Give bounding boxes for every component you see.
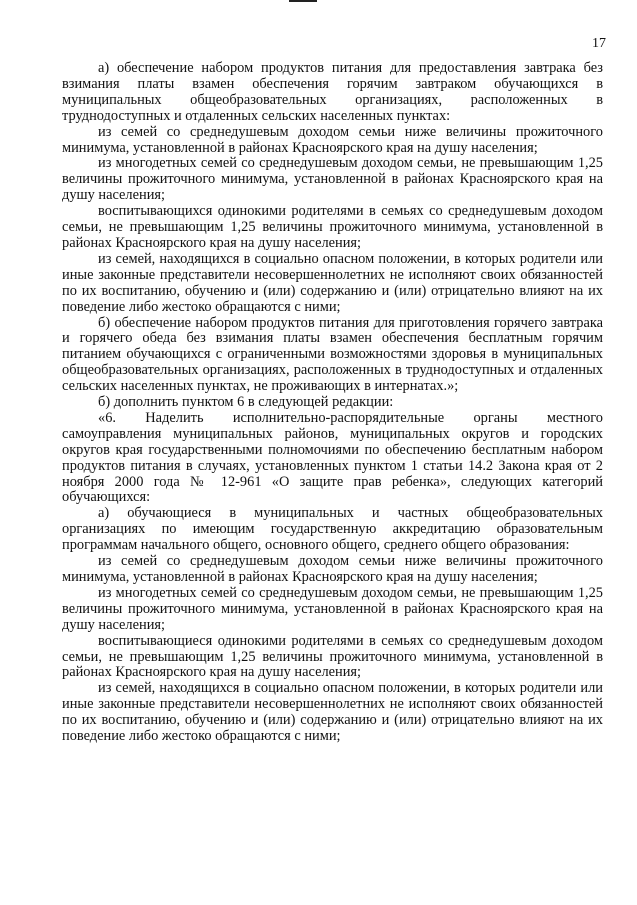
page-number: 17 xyxy=(592,36,606,51)
paragraph-large-families: из многодетных семей со среднедушевым доходом семьи, не превышающим 1,25 величины прожиточного минимума, установленной в районах Красноярского края на душу населения; xyxy=(62,155,603,204)
paragraph-add-point-6: б) дополнить пунктом 6 в следующей редакции: xyxy=(98,394,394,411)
paragraph-low-income-families: из семей со среднедушевым доходом семьи ниже величины прожиточного минимума, установленной в районах Красноярского края на душу населения; xyxy=(62,123,603,156)
top-edge-mark xyxy=(289,0,317,2)
paragraph-a-breakfast-provision: а) обеспечение набором продуктов питания для предоставления завтрака без взимания платы взамен обеспечения горячим завтраком обучающихся в муниципальных общеобразовательных организациях, расположенных в труднодоступных и отдаленных сельских населенных пунктах: xyxy=(62,60,603,124)
paragraph-large-families-2: из многодетных семей со среднедушевым доходом семьи, не превышающим 1,25 величины прожиточного минимума, установленной в районах Красноярского края на душу населения; xyxy=(62,584,603,633)
document-body xyxy=(62,61,603,745)
paragraph-socially-dangerous-families-2: из семей, находящихся в социально опасном положении, в которых родители или иные законные представители несовершеннолетних не исполняют своих обязанностей по их воспитанию, обучению и (или) содержанию и (или) отрицательно влияют на их поведение либо жестоко обращаются с ними; xyxy=(62,680,603,745)
paragraph-single-parents: воспитывающихся одинокими родителями в семьях со среднедушевым доходом семьи, не превышающим 1,25 величины прожиточного минимума, установленной в районах Красноярского края на душу населения; xyxy=(62,203,603,251)
paragraph-low-income-families-2: из семей со среднедушевым доходом семьи ниже величины прожиточного минимума, установленной в районах Красноярского края на душу населения; xyxy=(62,553,603,585)
paragraph-socially-dangerous-families: из семей, находящихся в социально опасном положении, в которых родители или иные законные представители несовершеннолетних не исполняют своих обязанностей по их воспитанию, обучению и (или) содержанию и (или) отрицательно влияют на их поведение либо жестоко обращаются с ними; xyxy=(62,250,603,315)
paragraph-a-students-categories: а) обучающиеся в муниципальных и частных общеобразовательных организациях по имеющим государственную аккредитацию образовательным программам начального общего, основного общего, среднего общего образования: xyxy=(62,505,603,554)
paragraph-b-hot-meals-disabilities: б) обеспечение набором продуктов питания для приготовления горячего завтрака и горячего обеда без взимания платы взамен обеспечения бесплатным горячим питанием обучающихся с ограниченными возможностями здоровья в муниципальных общеобразовательных организациях, расположенных в труднодоступных и отдаленных сельских населенных пунктах, не проживающих в интернатах.»; xyxy=(62,314,603,395)
paragraph-point-6-text: «6. Наделить исполнительно-распорядительные органы местного самоуправления муниципальных районов, муниципальных округов и городских округов края государственными полномочиями по обеспечению бесплатным набором продуктов питания в случаях, установленных пунктом 1 статьи 14.2 Закона края от 2 ноября 2000 года № 12-961 «О защите прав ребенка», следующих категорий обучающихся: xyxy=(62,409,603,506)
paragraph-single-parents-2: воспитывающиеся одинокими родителями в семьях со среднедушевым доходом семьи, не превышающим 1,25 величины прожиточного минимума, установленной в районах Красноярского края на душу населения; xyxy=(62,632,603,681)
